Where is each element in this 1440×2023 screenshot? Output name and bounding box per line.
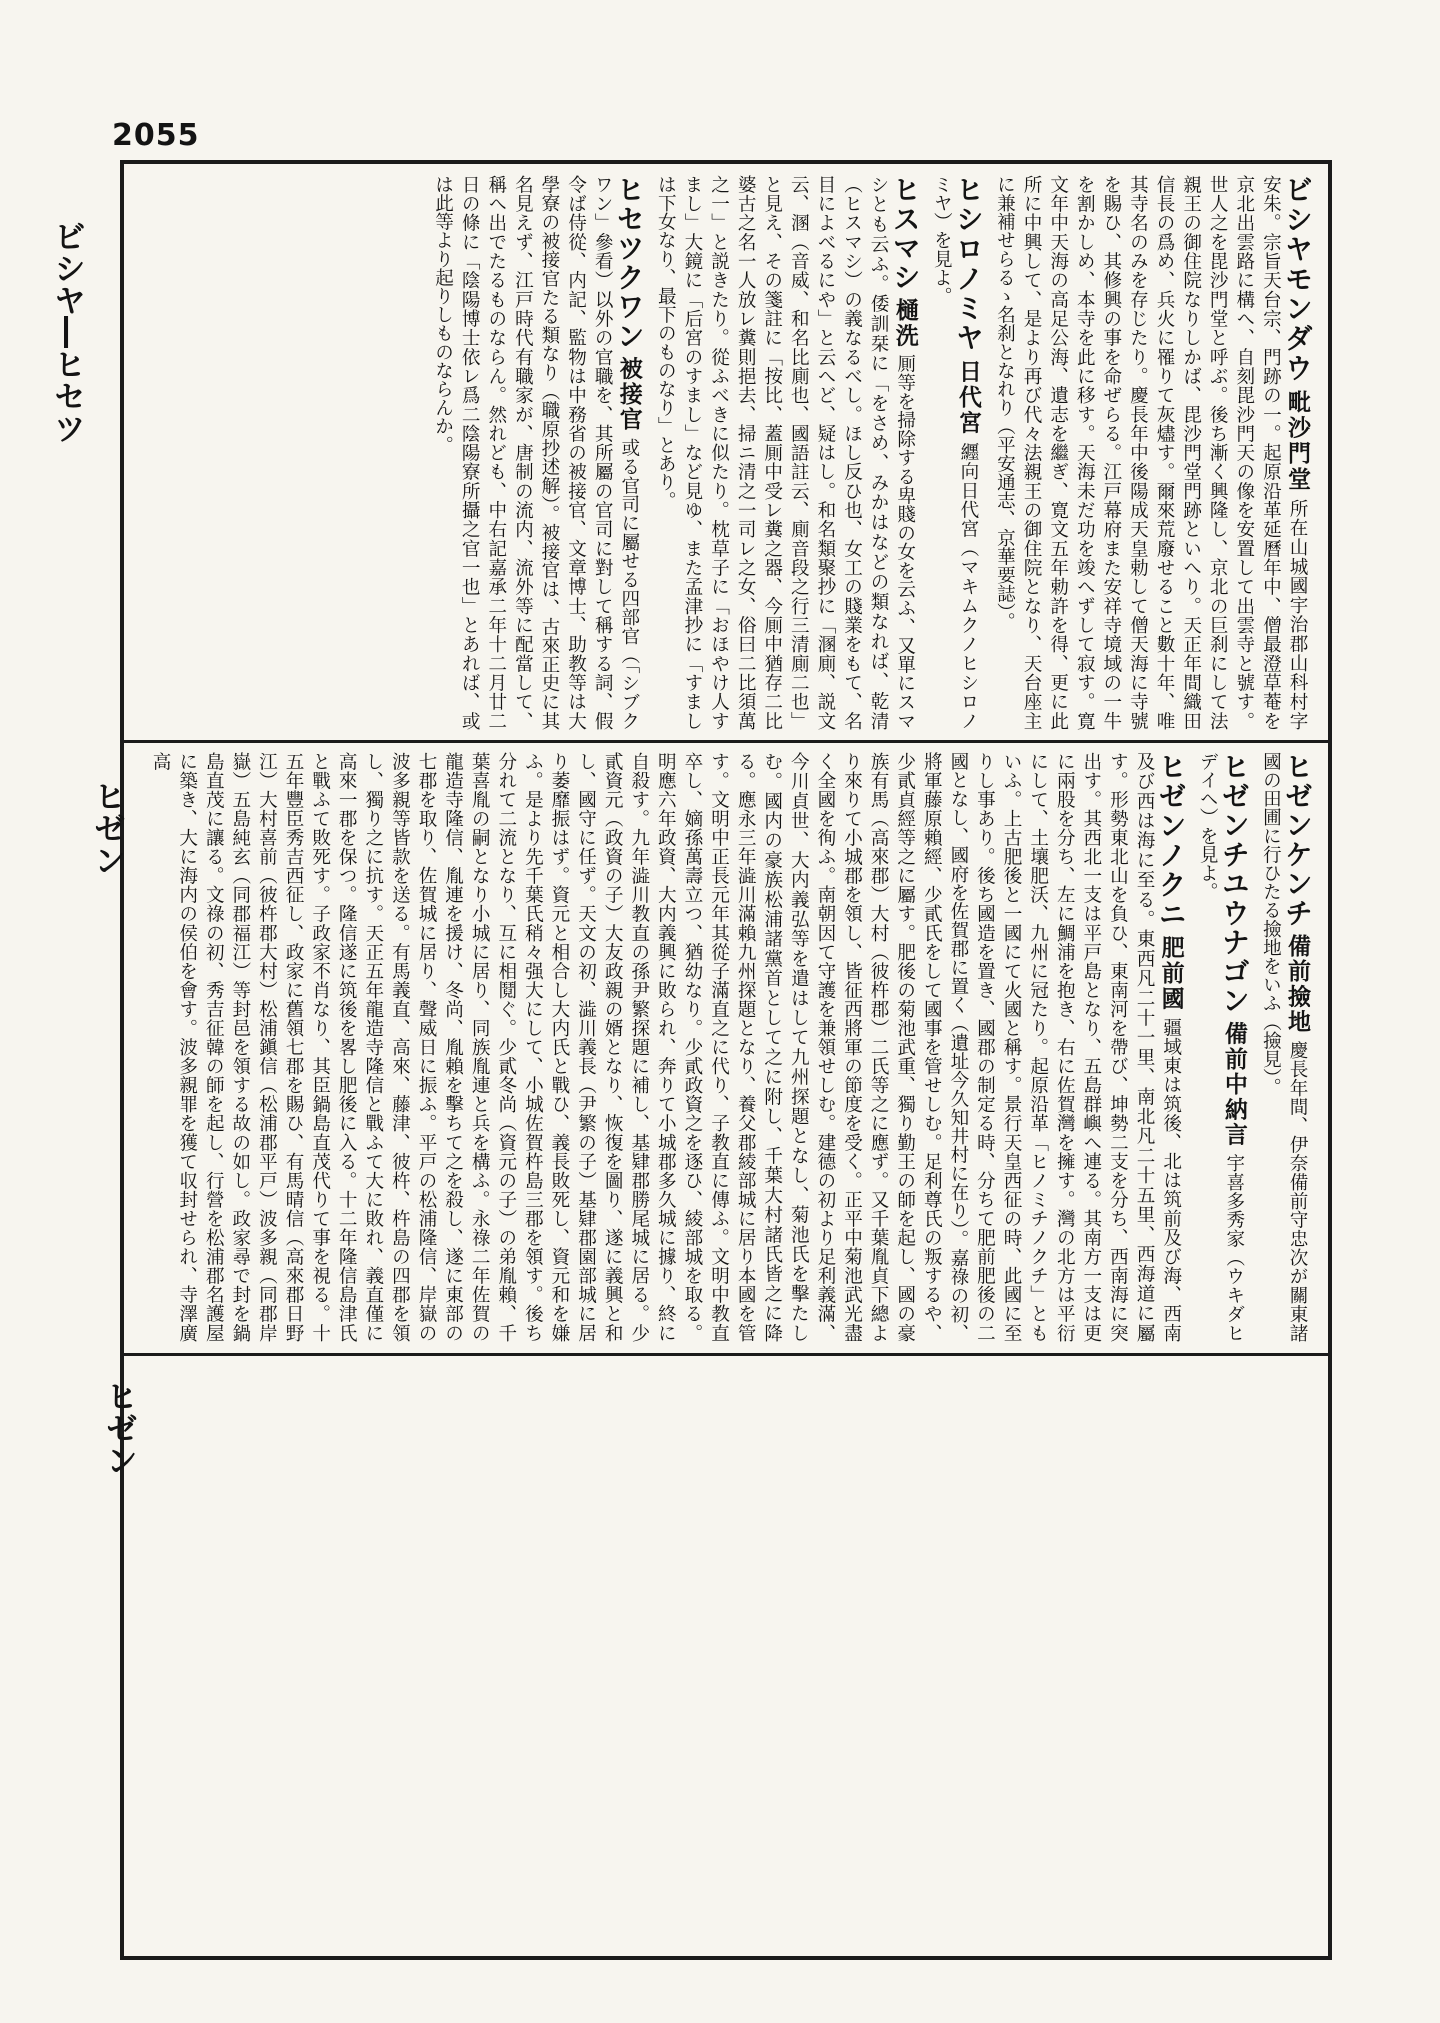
entry-kanji: 日代宮 [954,359,981,436]
entry-text: 厠等を掃除する卑賤の女を云ふ、又單にスマシとも云ふ。倭訓栞に「をさめ、みかはなどの類なれば、乾清（ヒスマシ）の義なるべし。ほし反ひ也、女工の賤業をもて、名目によべるにや」と云へど、疑はし。和名類聚抄に「溷廁、説文云、溷（音威、和名比廁也、國語註云、廁音段之行三清廁二也」と見え、その箋註に「按比、蓋厠中受レ糞之器、今厠中猶存二比婆古之名一人放レ糞則挹去、掃ニ清之一司レ之女、俗曰二比須萬之一」と説きたり。從ふべきに似たり。枕草子に「おほやけ人すまし」大鏡に「后宮のすまし」など見ゆ、また孟津抄に「すましは下女なり、最下のものなり」とあり。 [655,175,916,731]
entry-hishironomiya [928,175,985,731]
entry-kana: ヒシロノミヤ [951,175,985,353]
entry-kanji: 毗沙門堂 [1284,389,1310,493]
entry-text: 宇喜多秀家（ウキダヒデイヘ）を見よ。 [1197,752,1245,1343]
page-number: 2055 [112,118,200,153]
entry-text: 所在山城國宇治郡山科村字安朱。宗旨天台宗、門跡の一。起原沿革延曆年中、僧最澄草菴を京北出雲路に構へ、自刻毘沙門天の像を安置して出雲寺と號す。世人之を毘沙門堂と呼ぶ。後ち漸く興隆し、京北の巨刹にして法親王の御住院なりしかば、毘沙門堂門跡といへり。天正年間織田信長の爲め、兵火に罹りて灰燼す。爾來荒廢せること數十年、唯其寺名のみを存じたり。慶長年中後陽成天皇勅して僧天海に寺號を賜ひ、其修興の事を命ぜらる。江戸幕府また安祥寺境域の一牛を割かしめ、本寺を此に移す。天海未だ功を竣へずして寂す。寛文年中天海の高足公海、遺志を繼ぎ、寛文五年勅許を得、更に此所に中興して、是より再び代々法親王の御住院となり、天台座主に兼補せらるゝ名刹となれり（平安通志、京華要誌）。 [994,175,1308,731]
entry-hisetsukwan [429,175,646,730]
entry-text: 慶長年間、伊奈備前守忠次が關東諸國の田圃に行ひたる撿地をいふ（撿見）。 [1260,752,1308,1343]
section-middle [140,752,1314,1343]
entry-kana: ヒゼンノクニ [1154,752,1188,929]
index-label-middle: ヒゼン [89,780,127,876]
entry-kanji: 備前撿地 [1284,933,1310,1035]
index-label-top: ビシヤ―ヒセツ [49,220,87,444]
entry-kana: ヒスマシ [888,175,922,292]
entry-kana: ヒゼンケンチ [1281,752,1314,928]
entry-kana: ビシヤモンダウ [1281,175,1314,383]
entry-hisumashi [652,175,922,731]
entry-text: 疆域東は筑後、北は筑前及び海、西南及び西は海に至る。東西凡二十一里、南北凡二十五里、西海道に屬す。形勢東北山を負ひ、東南河を帶び、坤勢二支を分ち、西南海に突出す。其西北一支は平戸島となり、五島群嶼へ連る。其南方一支は更に兩股を分ち、左に鯛浦を抱き、右に佐賀灣を擁す。灣の北方は平衍にして、土壤肥沃、九州に冠たり。起原沿革「ヒノミチノクチ」ともいふ。上古肥後と一國にて火國と稱す。景行天皇西征の時、此國に至りし事あり。後ち國造を置き、國郡の制定る時、分ちて肥前肥後の二國となし、國府を佐賀郡に置く（遺址今久知井村に在り）。嘉祿の初、將軍藤原賴經、少貳氏をして國事を管せしむ。足利尊氏の叛するや、少貳貞經等之に屬す。肥後の菊池武重、獨り勤王の師を起し、國の豪族有馬（高來郡）大村（彼杵郡）二氏等之に應ず。又千葉胤貞下總より來りて小城郡を領し、皆征西將軍の節度を受く。正平中菊池武光盡く全國を徇ふ。南朝因て守護を兼領せしむ。建德の初より足利義滿、今川貞世、大内義弘等を遣はして九州探題となし、菊池氏を擊たしむ。國内の豪族松浦諸黨首として之に附し、千葉大村諸氏皆之に降る。應永三年澁川滿賴九州探題となり、養父郡綾部城に居り本國を管す。文明中正長元年其從子滿直之に代り、子教直に傳ふ。文明中教直卒し、嫡孫萬壽立つ、猶幼なり。少貳政資之を逐ひ、綾部城を取る。明應六年政資、大内義興に敗られ、奔りて小城郡多久城に據り、終に自殺す。九年澁川教直の孫尹繁探題に補し、基肄郡勝尾城に居る。少貳資元（政資の子）大友政親の婿となり、恢復を圖り、遂に義興と和し、國守に任ず。天文の初、澁川義長（尹繁の子）基肄郡園部城に居り萎靡振はず。資元と相合し大内氏と戰ひ、義長敗死し、資元和を嫌ふ。是より先千葉氏稍々强大にして、小城佐賀杵島三郡を領す。後ち分れて二流となり、互に相鬩ぐ。少貳冬尚（資元の子）の弟胤賴、千葉喜胤の嗣となり小城に居り、同族胤連と兵を構ふ。永祿二年佐賀の龍造寺隆信、胤連を援け、冬尚、胤賴を擊ちて之を殺し、遂に東部の七郡を取り、佐賀城に居り、聲威日に振ふ。平戸の松浦隆信、岸嶽の波多親等皆款を送る。有馬義直、高來、藤津、彼杵、杵島の四郡を領し、獨り之に抗す。天正五年龍造寺隆信と戰ふて大に敗れ、義直僅に高來一郡を保つ。隆信遂に筑後を畧し肥後に入る。十二年隆信島津氏と戰ふて敗死す。子政家不肖なり、其臣鍋島直茂代りて事を視る。十五年豐臣秀吉西征し、政家に舊領七郡を賜ひ、有馬晴信（高來郡日野江）大村喜前（彼杵郡大村）松浦鎭信（松浦郡平戸）波多親（同郡岸嶽）五島純玄（同郡福江）等封邑を領する故の如し。政家尋で封を鍋島直茂に讓る。文祿の初、秀吉征韓の師を起し、行營を松浦郡名護屋に築き、大に海内の侯伯を會す。波多親罪を獲て収封せられ、寺澤廣高 [150,752,1182,1343]
entry-hizennokuni [146,752,1188,1343]
entry-hizenchunagon [1194,752,1251,1343]
entry-kana: ヒセツクワン [612,175,646,351]
section-top [140,175,1314,731]
entry-bishamondo [991,175,1314,731]
index-label-bottom: ヒゼン [101,1380,139,1476]
divider-bottom [120,1353,1332,1356]
entry-text: 纒向日代宮（マキムクノヒシロノミヤ）を見よ。 [931,175,979,731]
divider-top [120,740,1332,743]
entry-kanji: 肥前國 [1157,935,1184,1012]
entry-kanji: 被接官 [615,356,642,433]
entry-text: 或る官司に屬せる四部官（「シブクワン」參看）以外の官職を、其所屬の官司に對して稱する詞、假令ば侍從、内記、監物は中務省の被接官、文章博士、助教等は大學寮の被接官たる類なり（職原抄述解）。被接官は、古來正史に其名見えず、江戸時代有職家が、唐制の流内、流外等に配當して、稱へ出でたるものならん。然れども、中右記嘉承二年十二月廿二日の條に「陰陽博士依レ爲二陰陽寮所攝之官一也」とあれば、或は此等より起りしものならんか。 [432,175,640,730]
entry-hizenkenchi [1257,752,1314,1343]
entry-kana: ヒゼンチユウナゴン [1217,752,1251,1016]
entry-kanji: 樋洗 [891,297,918,349]
entry-kanji: 備前中納言 [1220,1021,1247,1148]
